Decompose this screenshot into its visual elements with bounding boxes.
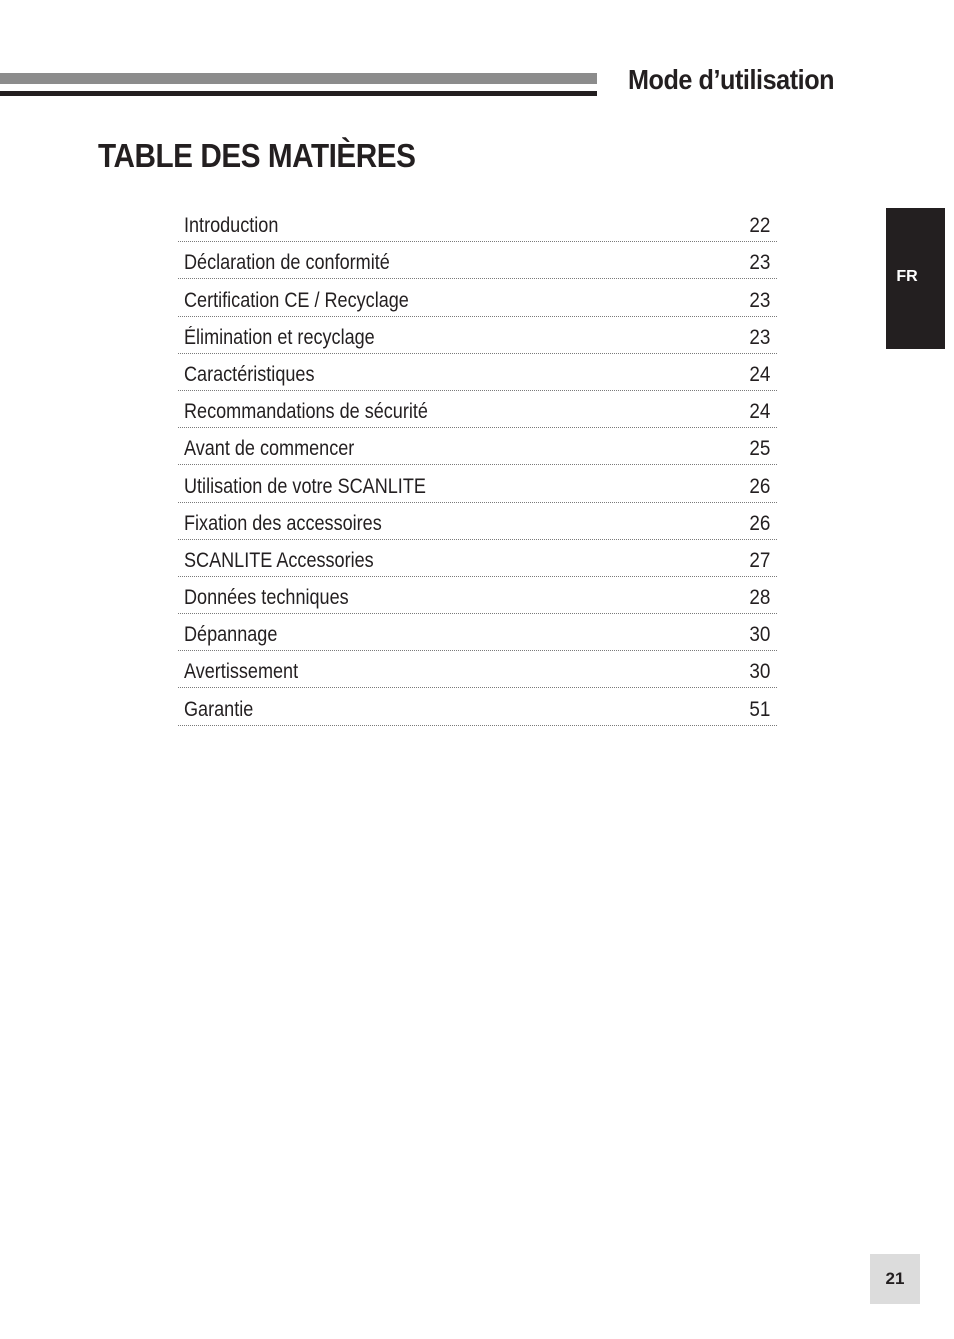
toc-entry[interactable]	[178, 354, 777, 391]
toc-entry-page: 26	[748, 511, 770, 535]
toc-entry-title: Utilisation de votre SCANLITE	[184, 474, 426, 498]
toc-entry-page: 23	[748, 325, 770, 349]
toc-entry-page: 27	[748, 548, 770, 572]
toc-entry-title: Données techniques	[184, 586, 349, 610]
toc-entry[interactable]	[178, 317, 777, 354]
toc-entry-title: Avertissement	[184, 660, 299, 684]
header-rule-black	[0, 91, 597, 96]
toc-entry-title: Fixation des accessoires	[184, 511, 382, 535]
toc-entry-page: 24	[748, 362, 770, 386]
language-tab-label: FR	[896, 268, 918, 285]
toc-entry[interactable]	[178, 242, 777, 279]
toc-entry-title: Élimination et recyclage	[184, 325, 375, 349]
language-tab	[886, 208, 945, 349]
toc-entry[interactable]	[178, 503, 777, 540]
toc-entry-title: Caractéristiques	[184, 362, 315, 386]
toc-entry-title: Recommandations de sécurité	[184, 400, 428, 424]
section-title: Mode d’utilisation	[628, 64, 835, 95]
toc-entry[interactable]	[178, 428, 777, 465]
toc-entry-page: 23	[748, 251, 770, 275]
toc-entry-title: Déclaration de conformité	[184, 251, 390, 275]
toc-entry[interactable]	[178, 540, 777, 577]
toc-entry[interactable]	[178, 577, 777, 614]
toc-entry-page: 51	[748, 697, 770, 721]
toc-entry-page: 26	[748, 474, 770, 498]
toc-entry-title: SCANLITE Accessories	[184, 548, 374, 572]
page-number-box	[870, 1254, 920, 1304]
toc-entry[interactable]	[178, 465, 777, 502]
header-rule-gray	[0, 73, 597, 84]
toc-entry[interactable]	[178, 688, 777, 725]
toc-entry-page: 30	[748, 623, 770, 647]
toc-entry-page: 24	[748, 400, 770, 424]
toc-entry[interactable]	[178, 205, 777, 242]
toc-entry-title: Garantie	[184, 697, 254, 721]
toc-entry-page: 30	[748, 660, 770, 684]
toc-entry[interactable]	[178, 391, 777, 428]
toc-entry-page: 22	[748, 214, 770, 238]
toc-entry-page: 23	[748, 288, 770, 312]
toc-entry-title: Certification CE / Recyclage	[184, 288, 409, 312]
toc-entry[interactable]	[178, 614, 777, 651]
toc-entry-page: 28	[748, 586, 770, 610]
toc-entry-title: Introduction	[184, 214, 279, 238]
toc-entry-title: Avant de commencer	[184, 437, 355, 461]
toc-entry[interactable]	[178, 651, 777, 688]
page-number: 21	[885, 1269, 905, 1288]
toc-entry-title: Dépannage	[184, 623, 278, 647]
toc-entry-page: 25	[748, 437, 770, 461]
page-title: TABLE DES MATIÈRES	[98, 137, 416, 174]
table-of-contents	[178, 205, 777, 726]
toc-entry[interactable]	[178, 279, 777, 316]
